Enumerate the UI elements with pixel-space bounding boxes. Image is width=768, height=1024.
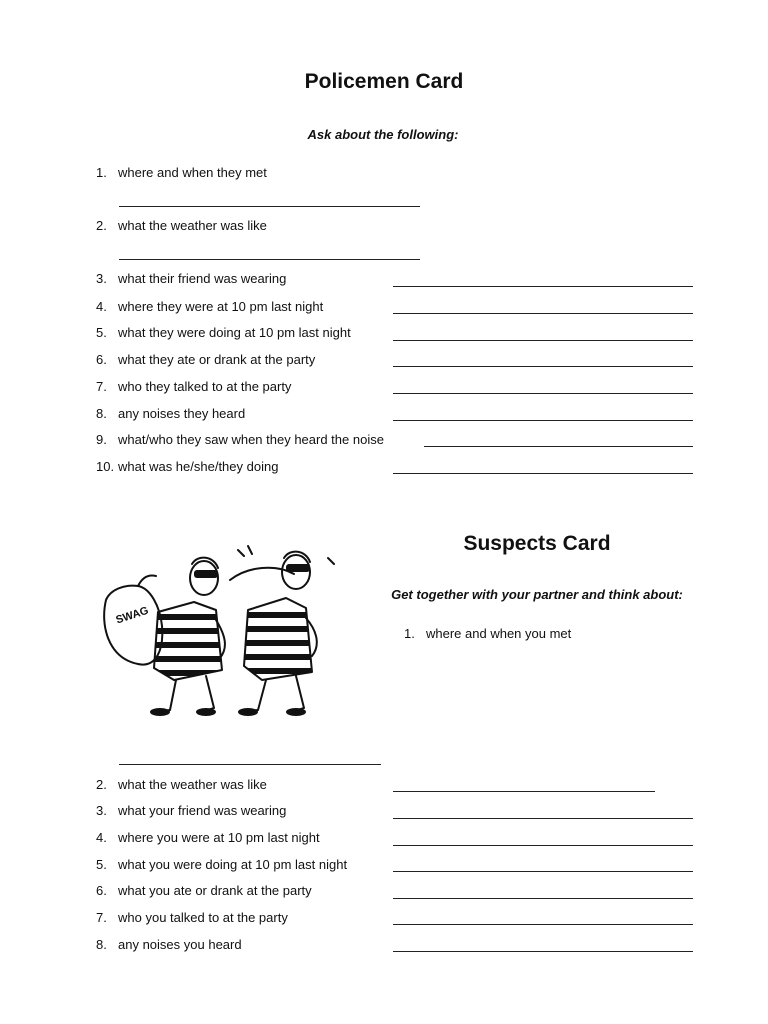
- suspects-item-1: 1. where and when you met: [404, 626, 572, 641]
- answer-line: [424, 446, 693, 447]
- answer-line: [119, 259, 420, 260]
- answer-line: [393, 473, 693, 474]
- policemen-item-3: 3. what their friend was wearing: [96, 271, 287, 286]
- answer-line: [393, 818, 693, 819]
- suspects-item-4: 4. where you were at 10 pm last night: [96, 830, 320, 845]
- swag-bag-label: SWAG: [114, 604, 151, 627]
- answer-line: [119, 764, 381, 765]
- policemen-item-9: 9. what/who they saw when they heard the noise: [96, 432, 384, 447]
- suspects-instruction: Get together with your partner and think about:: [391, 587, 683, 602]
- answer-line: [393, 313, 693, 314]
- answer-line: [393, 420, 693, 421]
- suspects-item-3: 3. what your friend was wearing: [96, 803, 287, 818]
- suspects-item-7: 7. who you talked to at the party: [96, 910, 288, 925]
- answer-line: [393, 898, 693, 899]
- answer-line: [393, 871, 693, 872]
- answer-line: [393, 286, 693, 287]
- answer-line: [393, 393, 693, 394]
- answer-line: [119, 206, 420, 207]
- answer-line: [393, 366, 693, 367]
- policemen-item-2: 2. what the weather was like: [96, 218, 267, 233]
- policemen-item-1: 1. where and when they met: [96, 165, 267, 180]
- policemen-instruction: Ask about the following:: [307, 127, 459, 142]
- policemen-item-5: 5. what they were doing at 10 pm last night: [96, 325, 351, 340]
- suspects-item-6: 6. what you ate or drank at the party: [96, 883, 312, 898]
- suspects-item-5: 5. what you were doing at 10 pm last night: [96, 857, 348, 872]
- answer-line: [393, 951, 693, 952]
- suspects-item-8: 8. any noises you heard: [96, 937, 242, 952]
- policemen-card-title: Policemen Card: [304, 70, 464, 93]
- answer-line: [393, 340, 693, 341]
- policemen-item-6: 6. what they ate or drank at the party: [96, 352, 316, 367]
- answer-line: [393, 791, 655, 792]
- policemen-item-4: 4. where they were at 10 pm last night: [96, 299, 324, 314]
- policemen-item-8: 8. any noises they heard: [96, 406, 246, 421]
- policemen-item-10: 10. what was he/she/they doing: [96, 459, 279, 474]
- answer-line: [393, 845, 693, 846]
- robbers-cartoon-illustration: [98, 540, 368, 720]
- answer-line: [393, 924, 693, 925]
- policemen-item-7: 7. who they talked to at the party: [96, 379, 292, 394]
- suspects-item-2: 2. what the weather was like: [96, 777, 267, 792]
- suspects-card-title: Suspects Card: [463, 532, 611, 555]
